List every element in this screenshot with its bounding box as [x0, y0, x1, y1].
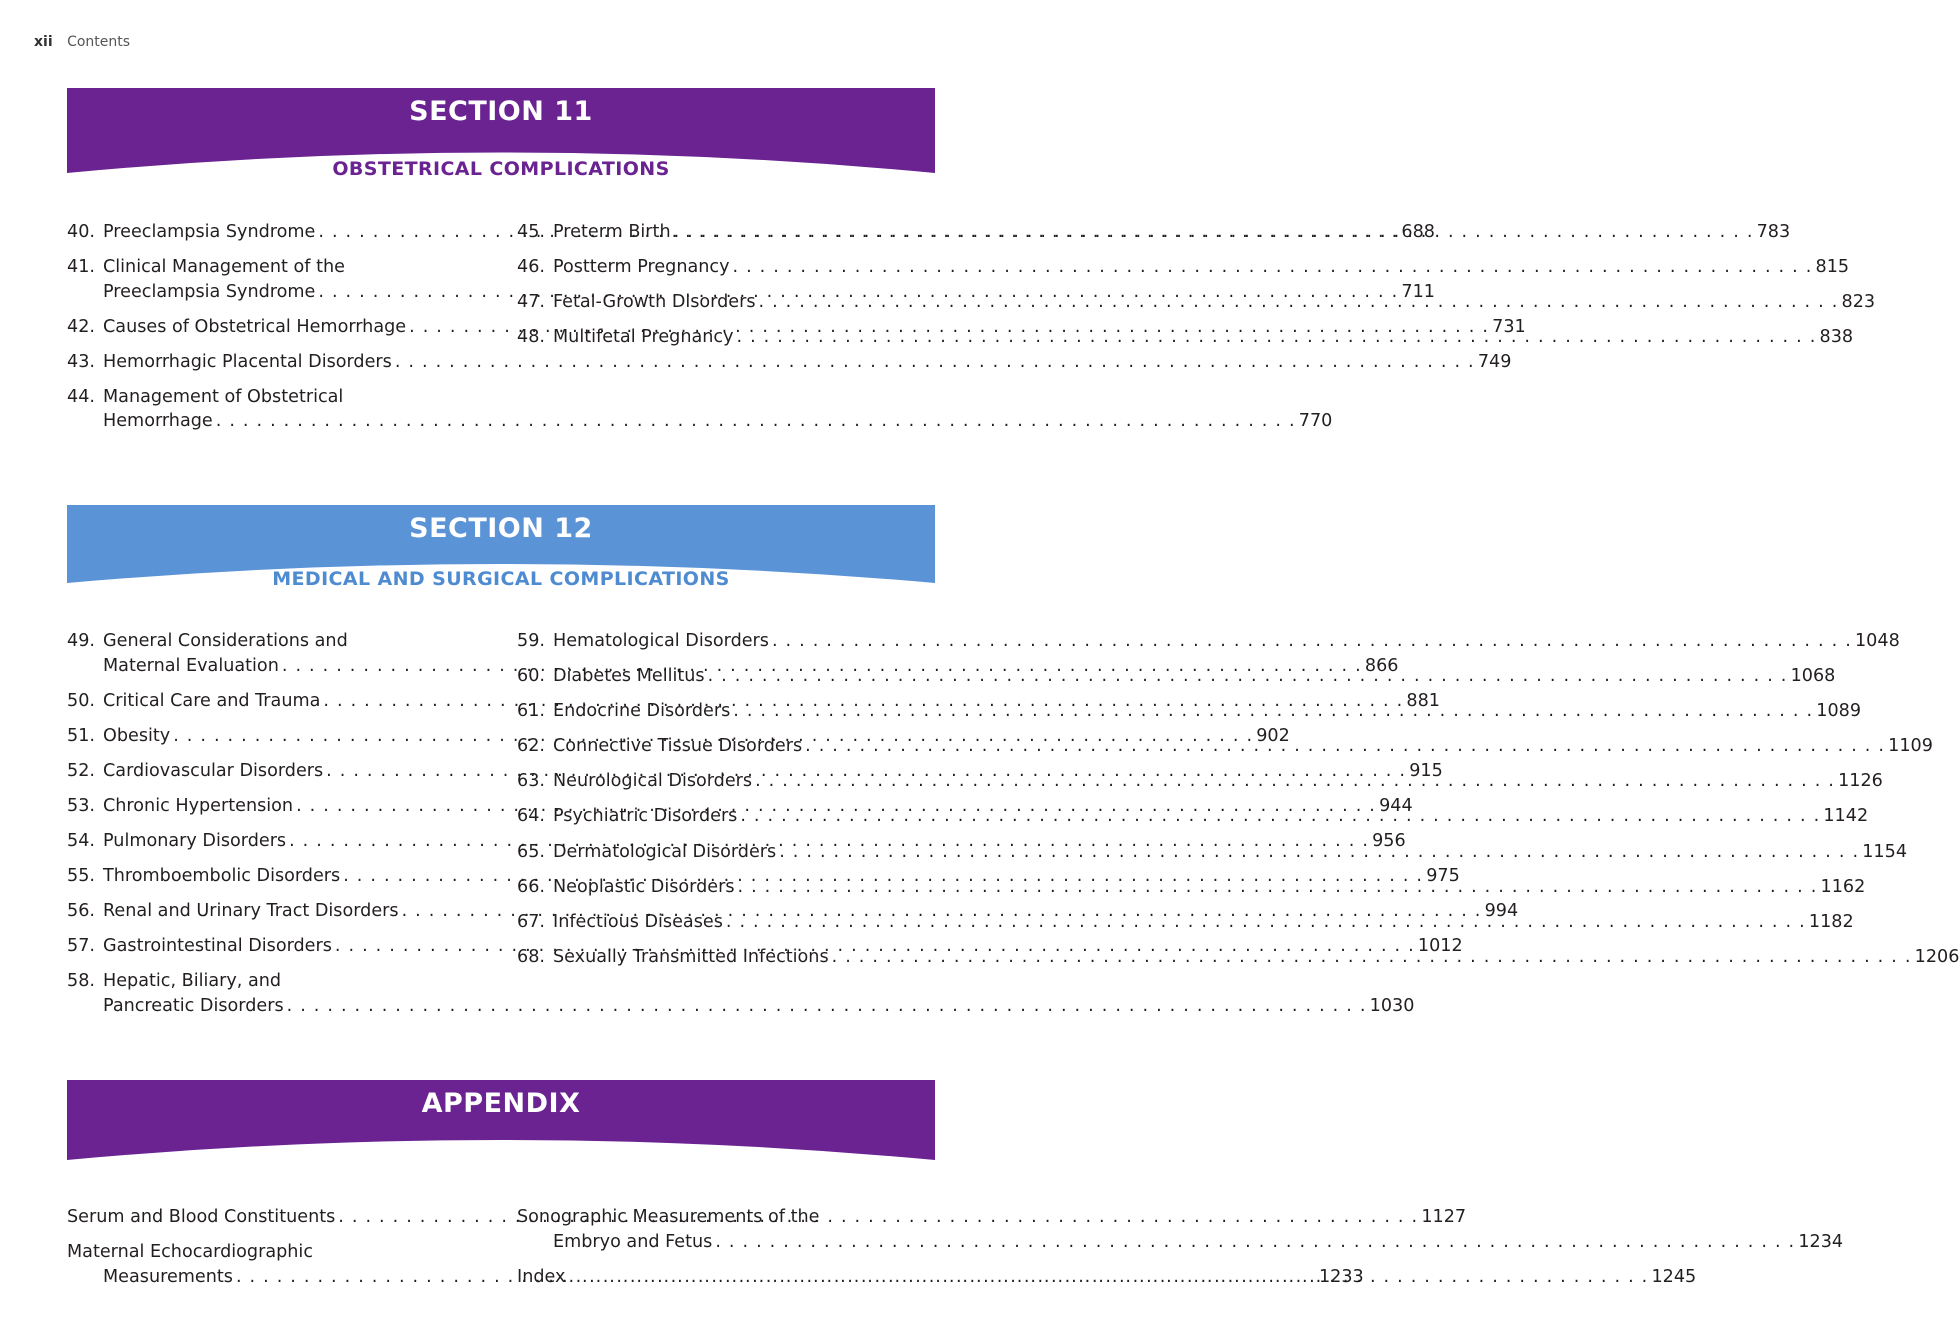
- page-ref: 1048: [1854, 631, 1900, 651]
- page-ref: 1162: [1820, 876, 1866, 897]
- chapter-number: 45.: [517, 222, 545, 242]
- toc-entry[interactable]: [67, 969, 1415, 1018]
- entry-title: Obesity: [103, 725, 171, 746]
- entry-last-line: [553, 769, 1883, 794]
- toc-entry[interactable]: [67, 350, 1512, 375]
- chapter-number: 54.: [67, 830, 95, 851]
- chapter-number: 65.: [517, 841, 545, 862]
- page-ref: 1030: [1369, 995, 1415, 1016]
- toc-entry[interactable]: [517, 629, 1900, 654]
- entry-title: Preeclampsia Syndrome: [103, 281, 316, 302]
- dot-leader: [755, 769, 1835, 794]
- entry-body: [553, 325, 1853, 350]
- dot-leader: [216, 409, 1296, 434]
- entry-title: Hemorrhage: [103, 411, 213, 432]
- entry-title: Fetal-Growth Disorders: [553, 292, 756, 313]
- entry-title: Hematological Disorders: [553, 631, 769, 651]
- page-ref: 770: [1298, 411, 1333, 432]
- entry-title: Measurements: [103, 1266, 233, 1287]
- chapter-number: 59.: [517, 631, 545, 651]
- entry-last-line: [553, 290, 1875, 315]
- entry-title-line: Management of Obstetrical: [103, 386, 344, 407]
- dot-leader: [568, 1265, 1648, 1290]
- entry-body: [517, 1265, 1696, 1290]
- page-ref: 823: [1841, 292, 1876, 313]
- page-ref: 1127: [1421, 1207, 1467, 1227]
- dot-leader: [832, 945, 1912, 970]
- chapter-number: 68.: [517, 946, 545, 967]
- page-ref: 975: [1426, 866, 1460, 887]
- page-ref: 881: [1406, 690, 1441, 711]
- page-ref: 783: [1756, 222, 1791, 242]
- entry-last-line: [103, 994, 1414, 1019]
- entry-body: [553, 734, 1933, 759]
- toc-entry[interactable]: [517, 255, 1850, 280]
- entry-title: Sexually Transmitted Infections: [553, 946, 829, 967]
- page-ref: 944: [1379, 795, 1413, 816]
- entry-title: Preterm Birth: [553, 222, 671, 242]
- chapter-number: 40.: [67, 222, 95, 242]
- entry-title: Index: [517, 1266, 566, 1287]
- entry-last-line: [553, 699, 1861, 724]
- entry-title-line: General Considerations and: [103, 631, 348, 651]
- entry-body: [553, 769, 1883, 794]
- chapter-number: 50.: [67, 690, 95, 711]
- chapter-number: 62.: [517, 736, 545, 757]
- entry-body: [553, 910, 1854, 935]
- page-ref: 815: [1815, 257, 1850, 278]
- page-ref: 1068: [1790, 666, 1836, 687]
- entry-body: [553, 945, 1959, 970]
- chapter-number: 47.: [517, 292, 545, 313]
- entry-title-line: Clinical Management of the: [103, 257, 345, 278]
- page-ref: 1206: [1914, 946, 1959, 967]
- running-title: Contents: [67, 34, 131, 50]
- dot-leader: [805, 734, 1885, 759]
- entry-title: Preeclampsia Syndrome: [103, 222, 316, 242]
- entry-body: [103, 385, 1332, 434]
- dot-leader: [738, 875, 1818, 900]
- chapter-number: 55.: [67, 866, 95, 887]
- chapter-number: 52.: [67, 760, 95, 781]
- appendix-title: APPENDIX: [421, 1088, 581, 1119]
- page-ref: 956: [1372, 830, 1406, 851]
- entry-title: Chronic Hypertension: [103, 795, 294, 816]
- running-head: [34, 34, 130, 50]
- dot-leader: [733, 255, 1813, 280]
- entry-title: Causes of Obstetrical Hemorrhage: [103, 316, 407, 337]
- page-ref: 1012: [1417, 936, 1463, 957]
- section-12-banner: [67, 505, 935, 595]
- entry-last-line: [517, 1265, 1696, 1290]
- section-11-subtitle: OBSTETRICAL COMPLICATIONS: [332, 158, 670, 180]
- entry-title-line: Sonographic Measurements of the: [517, 1207, 820, 1227]
- page-ref: 994: [1484, 901, 1519, 922]
- entry-last-line: [103, 409, 1332, 434]
- entry-title: Pulmonary Disorders: [103, 830, 287, 851]
- page-ref: 1233: [1318, 1266, 1364, 1287]
- chapter-number: 58.: [67, 971, 95, 992]
- page-ref: 902: [1256, 725, 1290, 746]
- chapter-number: 49.: [67, 631, 95, 651]
- page-ref: 1109: [1888, 736, 1933, 757]
- entry-title: Thromboembolic Disorders: [103, 866, 341, 887]
- entry-last-line: [553, 875, 1865, 900]
- entry-last-line: [553, 325, 1853, 350]
- entry-title-line: Hepatic, Biliary, and: [103, 971, 282, 992]
- page-ref: 1142: [1823, 806, 1869, 827]
- chapter-number: 53.: [67, 795, 95, 816]
- entry-title: Cardiovascular Disorders: [103, 760, 324, 781]
- section-12-title: SECTION 12: [409, 513, 593, 544]
- entry-body: [553, 699, 1861, 724]
- entry-title: Maternal Evaluation: [103, 655, 279, 676]
- dot-leader: [759, 290, 1839, 315]
- page-ref: 749: [1477, 351, 1512, 372]
- entry-title-line: Maternal Echocardiographic: [67, 1242, 313, 1263]
- entry-last-line: [553, 804, 1868, 829]
- entry-title: Serum and Blood Constituents: [67, 1207, 336, 1227]
- chapter-number: 63.: [517, 771, 545, 792]
- entry-body: [553, 840, 1907, 865]
- chapter-number: 66.: [517, 876, 545, 897]
- dot-leader: [737, 325, 1817, 350]
- entry-title: Psychiatric Disorders: [553, 806, 738, 827]
- page-ref: 711: [1401, 281, 1435, 302]
- section-11-banner: [67, 88, 935, 178]
- chapter-number: 60.: [517, 666, 545, 687]
- dot-leader: [674, 220, 1754, 245]
- entry-last-line: [553, 734, 1933, 759]
- page-ref: 1245: [1651, 1266, 1697, 1287]
- dot-leader: [708, 664, 1788, 689]
- entry-last-line: [553, 629, 1900, 654]
- dot-leader: [287, 994, 1367, 1019]
- page-ref: 731: [1492, 316, 1526, 337]
- dot-leader: [726, 910, 1806, 935]
- entry-body: [553, 220, 1790, 245]
- toc-entry[interactable]: [67, 385, 1333, 434]
- page-ref: 1126: [1838, 771, 1883, 792]
- entry-title: Embryo and Fetus: [553, 1231, 713, 1252]
- entry-title: Endocrine Disorders: [553, 701, 731, 722]
- entry-title: Hemorrhagic Placental Disorders: [103, 351, 392, 372]
- entry-body: [553, 875, 1865, 900]
- page-ref: 838: [1819, 327, 1854, 348]
- page-ref: 1234: [1798, 1231, 1844, 1252]
- entry-last-line: [553, 255, 1849, 280]
- chapter-number: 56.: [67, 901, 95, 922]
- chapter-number: 43.: [67, 351, 95, 372]
- entry-title: Neoplastic Disorders: [553, 876, 735, 897]
- chapter-number: 41.: [67, 257, 95, 278]
- dot-leader: [733, 699, 1813, 724]
- dot-leader: [715, 1230, 1795, 1255]
- section-11-title: SECTION 11: [409, 96, 593, 127]
- page-ref: 915: [1409, 760, 1443, 781]
- entry-last-line: [517, 1230, 1843, 1255]
- entry-body: [553, 255, 1849, 280]
- entry-title: Connective Tissue Disorders: [553, 736, 803, 757]
- chapter-number: 48.: [517, 327, 545, 348]
- entry-title: Multifetal Pregnancy: [553, 327, 734, 348]
- page-number: xii: [34, 34, 53, 50]
- entry-body: [553, 290, 1875, 315]
- entry-title: Pancreatic Disorders: [103, 995, 284, 1016]
- chapter-number: 57.: [67, 936, 95, 957]
- dot-leader: [740, 804, 1820, 829]
- entry-last-line: [553, 220, 1790, 245]
- entry-title: Neurological Disorders: [553, 771, 753, 792]
- entry-body: [553, 629, 1900, 654]
- chapter-number: 61.: [517, 701, 545, 722]
- entry-title: Diabetes Mellitus: [553, 666, 705, 687]
- entry-body: [517, 1205, 1843, 1254]
- entry-last-line: [553, 910, 1854, 935]
- chapter-number: 46.: [517, 257, 545, 278]
- entry-last-line: [553, 945, 1959, 970]
- page-ref: 688: [1401, 222, 1435, 242]
- page-ref: 1154: [1862, 841, 1908, 862]
- chapter-number: 44.: [67, 386, 95, 407]
- entry-body: [553, 804, 1868, 829]
- entry-last-line: [553, 664, 1835, 689]
- chapter-number: 42.: [67, 316, 95, 337]
- section-12-subtitle: MEDICAL AND SURGICAL COMPLICATIONS: [272, 568, 730, 590]
- entry-title: Renal and Urinary Tract Disorders: [103, 901, 399, 922]
- chapter-number: 51.: [67, 725, 95, 746]
- dot-leader: [772, 629, 1852, 654]
- entry-body: [553, 664, 1835, 689]
- entry-title: Critical Care and Trauma: [103, 690, 321, 711]
- entry-last-line: [553, 840, 1907, 865]
- appendix-banner: [67, 1080, 935, 1170]
- entry-title: Postterm Pregnancy: [553, 257, 730, 278]
- entry-title: Infectious Diseases: [553, 911, 723, 932]
- entry-title: Dermatological Disorders: [553, 841, 777, 862]
- page-ref: 866: [1364, 655, 1399, 676]
- page-ref: 1182: [1808, 911, 1854, 932]
- dot-leader: [779, 840, 1859, 865]
- page-ref: 1089: [1816, 701, 1862, 722]
- chapter-number: 64.: [517, 806, 545, 827]
- entry-title: Gastrointestinal Disorders: [103, 936, 332, 957]
- chapter-number: 67.: [517, 911, 545, 932]
